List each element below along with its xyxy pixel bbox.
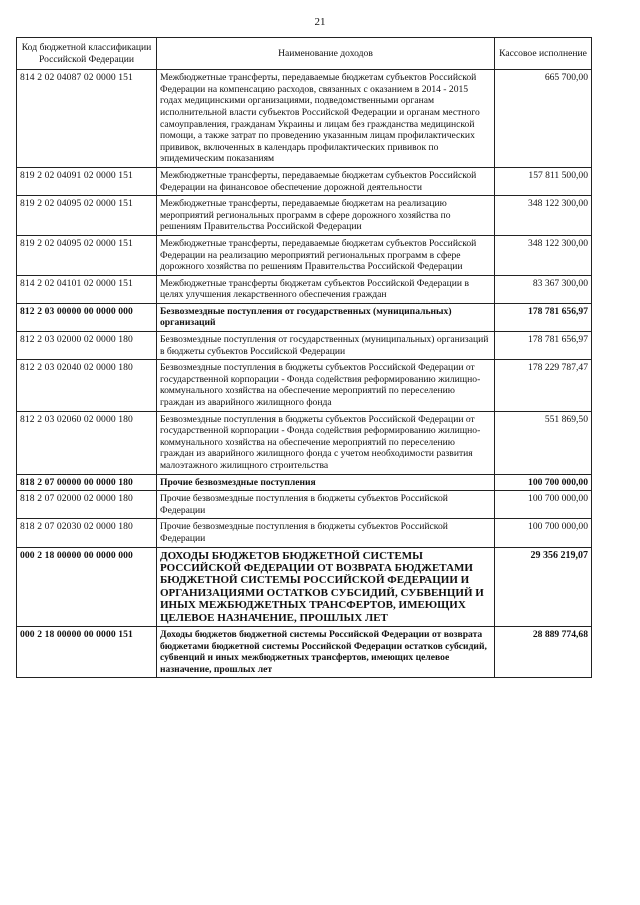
table-row bbox=[17, 196, 592, 236]
header-code: Код бюджетной классификации Российской Федерации bbox=[17, 38, 157, 70]
table-body bbox=[17, 70, 592, 678]
row-amount: 178 781 656,97 bbox=[495, 303, 592, 331]
row-amount: 551 869,50 bbox=[495, 411, 592, 474]
table-header-row bbox=[17, 38, 592, 70]
table-row bbox=[17, 275, 592, 303]
table-row bbox=[17, 70, 592, 168]
header-name: Наименование доходов bbox=[157, 38, 495, 70]
row-name: Доходы бюджетов бюджетной системы Российской Федерации от возврата бюджетами бюджетной системы Российской Федерации остатков субсидий, субвенций и иных межбюджетных трансфертов, имеющих целевое назначение, прошлых лет bbox=[157, 627, 495, 678]
row-amount: 83 367 300,00 bbox=[495, 275, 592, 303]
row-name: Межбюджетные трансферты, передаваемые бюджетам субъектов Российской Федерации на компенсацию расходов, связанных с оказанием в 2014 - 2015 годах медицинскими организациями, подведомственными органам исполнительной власти субъектов Российской Федерации и органам местного самоуправления, гражданам Украины и лицам без гражданства медицинской помощи, а также затрат по проведению указанным лицам профилактических прививок, включенных в календарь профилактических прививок по эпидемическим показаниям bbox=[157, 70, 495, 168]
row-amount: 348 122 300,00 bbox=[495, 235, 592, 275]
row-amount: 348 122 300,00 bbox=[495, 196, 592, 236]
row-code: 000 2 18 00000 00 0000 151 bbox=[17, 627, 157, 678]
table-row bbox=[17, 167, 592, 195]
row-code: 818 2 07 00000 00 0000 180 bbox=[17, 474, 157, 491]
row-code: 812 2 03 02000 02 0000 180 bbox=[17, 332, 157, 360]
row-amount: 28 889 774,68 bbox=[495, 627, 592, 678]
row-amount: 178 781 656,97 bbox=[495, 332, 592, 360]
row-code: 819 2 02 04095 02 0000 151 bbox=[17, 196, 157, 236]
row-code: 819 2 02 04095 02 0000 151 bbox=[17, 235, 157, 275]
page-number: 21 bbox=[314, 16, 326, 28]
row-name: Безвозмездные поступления от государственных (муниципальных) организаций в бюджеты субъектов Российской Федерации bbox=[157, 332, 495, 360]
table-row bbox=[17, 519, 592, 547]
row-amount: 157 811 500,00 bbox=[495, 167, 592, 195]
header-amount: Кассовое исполнение bbox=[495, 38, 592, 70]
row-code: 818 2 07 02030 02 0000 180 bbox=[17, 519, 157, 547]
table-row bbox=[17, 360, 592, 411]
budget-revenue-table bbox=[16, 37, 592, 678]
row-name: Безвозмездные поступления от государственных (муниципальных) организаций bbox=[157, 303, 495, 331]
row-name: ДОХОДЫ БЮДЖЕТОВ БЮДЖЕТНОЙ СИСТЕМЫ РОССИЙСКОЙ ФЕДЕРАЦИИ ОТ ВОЗВРАТА БЮДЖЕТАМИ БЮДЖЕТНОЙ СИСТЕМЫ РОССИЙСКОЙ ФЕДЕРАЦИИ И ОРГАНИЗАЦИЯМИ ОСТАТКОВ СУБСИДИЙ, СУБВЕНЦИЙ И ИНЫХ МЕЖБЮДЖЕТНЫХ ТРАНСФЕРТОВ, ИМЕЮЩИХ ЦЕЛЕВОЕ НАЗНАЧЕНИЕ, ПРОШЛЫХ ЛЕТ bbox=[157, 547, 495, 626]
table-row bbox=[17, 547, 592, 626]
table-row bbox=[17, 491, 592, 519]
row-amount: 665 700,00 bbox=[495, 70, 592, 168]
row-name: Прочие безвозмездные поступления bbox=[157, 474, 495, 491]
row-code: 812 2 03 02060 02 0000 180 bbox=[17, 411, 157, 474]
row-name: Межбюджетные трансферты, передаваемые бюджетам на реализацию мероприятий региональных программ в сфере дорожного хозяйства по решениям Правительства Российской Федерации bbox=[157, 196, 495, 236]
row-code: 819 2 02 04091 02 0000 151 bbox=[17, 167, 157, 195]
row-name: Безвозмездные поступления в бюджеты субъектов Российской Федерации от государственной корпорации - Фонда содействия реформированию жилищно-коммунального хозяйства на обеспечение мероприятий по переселению граждан из аварийного жилищного фонда с учетом необходимости развития малоэтажного жилищного строительства bbox=[157, 411, 495, 474]
row-amount: 100 700 000,00 bbox=[495, 491, 592, 519]
row-amount: 100 700 000,00 bbox=[495, 519, 592, 547]
row-name: Межбюджетные трансферты бюджетам субъектов Российской Федерации в целях улучшения лекарственного обеспечения граждан bbox=[157, 275, 495, 303]
row-amount: 29 356 219,07 bbox=[495, 547, 592, 626]
row-code: 812 2 03 00000 00 0000 000 bbox=[17, 303, 157, 331]
row-name: Прочие безвозмездные поступления в бюджеты субъектов Российской Федерации bbox=[157, 491, 495, 519]
table-row bbox=[17, 332, 592, 360]
row-name: Межбюджетные трансферты, передаваемые бюджетам субъектов Российской Федерации на реализацию мероприятий региональных программ в сфере дорожного хозяйства по решениям Правительства Российской Федерации bbox=[157, 235, 495, 275]
table-row bbox=[17, 303, 592, 331]
row-code: 818 2 07 02000 02 0000 180 bbox=[17, 491, 157, 519]
table-row bbox=[17, 627, 592, 678]
row-code: 000 2 18 00000 00 0000 000 bbox=[17, 547, 157, 626]
table-row bbox=[17, 411, 592, 474]
table-row bbox=[17, 474, 592, 491]
row-name: Прочие безвозмездные поступления в бюджеты субъектов Российской Федерации bbox=[157, 519, 495, 547]
row-code: 814 2 02 04087 02 0000 151 bbox=[17, 70, 157, 168]
row-amount: 178 229 787,47 bbox=[495, 360, 592, 411]
row-name: Межбюджетные трансферты, передаваемые бюджетам субъектов Российской Федерации на финансовое обеспечение дорожной деятельности bbox=[157, 167, 495, 195]
table-row bbox=[17, 235, 592, 275]
row-name: Безвозмездные поступления в бюджеты субъектов Российской Федерации от государственной корпорации - Фонда содействия реформированию жилищно-коммунального хозяйства на обеспечение мероприятий по переселению граждан из аварийного жилищного фонда bbox=[157, 360, 495, 411]
row-code: 814 2 02 04101 02 0000 151 bbox=[17, 275, 157, 303]
row-amount: 100 700 000,00 bbox=[495, 474, 592, 491]
row-code: 812 2 03 02040 02 0000 180 bbox=[17, 360, 157, 411]
